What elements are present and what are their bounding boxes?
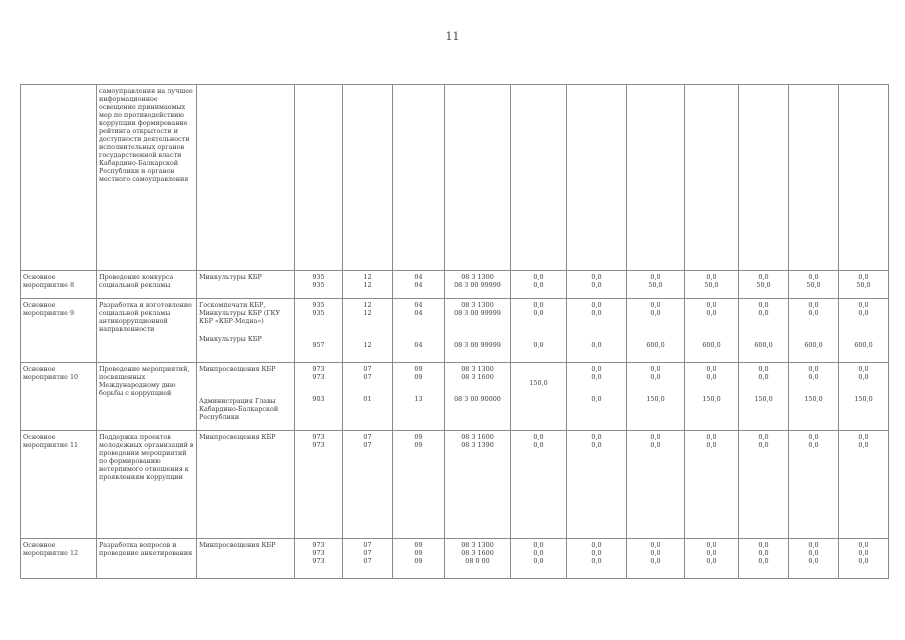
grbs-cell: 973 973 903 <box>295 363 343 431</box>
value-cell: 0,0 0,0 150,0 <box>685 363 739 431</box>
row-description: Разработка и изготовление социальной рекламы антикоррупционной направленности <box>97 299 197 363</box>
value-cell: 0,0 50,0 <box>789 271 839 299</box>
row-label <box>21 85 97 271</box>
table-row <box>21 431 889 539</box>
table-row <box>21 85 889 271</box>
pr-cell: 09 09 09 <box>393 539 445 579</box>
value-cell: 0,0 0,0 0,0 <box>627 539 685 579</box>
value-cell: 0,0 0,0 <box>685 431 739 539</box>
value-cell: 0,0 0,0 0,0 <box>511 299 567 363</box>
pr-cell: 04 04 <box>393 271 445 299</box>
row-label: Основное мероприятие 11 <box>21 431 97 539</box>
csr-cell: 08 3 1300 08 3 00 99999 <box>445 271 511 299</box>
row-label: Основное мероприятие 8 <box>21 271 97 299</box>
value-cell: 0,0 0,0 600,0 <box>739 299 789 363</box>
value-cell: 0,0 0,0 <box>567 271 627 299</box>
row-executor: Госкомпечати КБР, Минкультуры КБР (ГКУ КБР «КБР-Медиа») Минкультуры КБР <box>197 299 295 363</box>
row-label: Основное мероприятие 12 <box>21 539 97 579</box>
csr-cell: 08 3 1300 08 3 1600 08 3 00 90000 <box>445 363 511 431</box>
value-cell: 0,0 0,0 0,0 <box>789 539 839 579</box>
row-description: Поддержка проектов молодежных организаций в проведении мероприятий по формированию нетерпимого отношения к проявлениям коррупции <box>97 431 197 539</box>
rz-cell: 07 07 07 <box>343 539 393 579</box>
grbs-cell: 935 935 <box>295 271 343 299</box>
value-cell: 0,0 50,0 <box>627 271 685 299</box>
grbs-cell: 973 973 <box>295 431 343 539</box>
rz-cell: 07 07 <box>343 431 393 539</box>
row-label: Основное мероприятие 10 <box>21 363 97 431</box>
value-cell: 0,0 0,0 150,0 <box>739 363 789 431</box>
csr-cell: 08 3 1300 08 3 00 99999 08 3 00 99999 <box>445 299 511 363</box>
row-description: Проведение мероприятий, посвященных Международному дню борьбы с коррупцией <box>97 363 197 431</box>
value-cell: 0,0 50,0 <box>685 271 739 299</box>
pr-cell: 09 09 <box>393 431 445 539</box>
value-cell: 0,0 0,0 600,0 <box>685 299 739 363</box>
value-cell: 150,0 <box>511 363 567 431</box>
budget-table <box>20 84 889 579</box>
table-row <box>21 299 889 363</box>
value-cell: 0,0 50,0 <box>739 271 789 299</box>
value-cell: 0,0 0,0 <box>839 431 889 539</box>
csr-cell: 08 3 1600 08 3 1390 <box>445 431 511 539</box>
value-cell: 0,0 0,0 0,0 <box>739 539 789 579</box>
value-cell: 0,0 0,0 <box>511 431 567 539</box>
value-cell: 0,0 0,0 <box>511 271 567 299</box>
table-row <box>21 363 889 431</box>
value-cell: 0,0 50,0 <box>839 271 889 299</box>
value-cell: 0,0 0,0 <box>627 431 685 539</box>
value-cell: 0,0 0,0 600,0 <box>839 299 889 363</box>
value-cell: 0,0 0,0 0,0 <box>567 299 627 363</box>
value-cell: 0,0 0,0 150,0 <box>789 363 839 431</box>
row-description: Разработка вопросов и проведение анкетирования <box>97 539 197 579</box>
rz-cell: 12 12 <box>343 271 393 299</box>
grbs-cell: 973 973 973 <box>295 539 343 579</box>
row-executor: Минкультуры КБР <box>197 271 295 299</box>
row-executor: Минпросвещения КБР <box>197 431 295 539</box>
page-number: 11 <box>445 30 460 43</box>
value-cell: 0,0 0,0 0,0 <box>567 539 627 579</box>
row-executor: Минпросвещения КБР <box>197 539 295 579</box>
value-cell: 0,0 0,0 600,0 <box>789 299 839 363</box>
value-cell: 0,0 0,0 <box>789 431 839 539</box>
row-description: самоуправления на лучшее информационное освещение принимаемых мер по противодействию коррупции формирование рейтинга открытости и доступности деятельности исполнительных органов государственной власти Кабардино-Балкарской Республики и органов местного самоуправления <box>97 85 197 271</box>
value-cell: 0,0 0,0 600,0 <box>627 299 685 363</box>
value-cell: 0,0 0,0 0,0 <box>685 539 739 579</box>
value-cell: 0,0 0,0 150,0 <box>839 363 889 431</box>
rz-cell: 07 07 01 <box>343 363 393 431</box>
pr-cell: 09 09 13 <box>393 363 445 431</box>
value-cell: 0,0 0,0 <box>739 431 789 539</box>
pr-cell: 04 04 04 <box>393 299 445 363</box>
value-cell: 0,0 0,0 0,0 <box>839 539 889 579</box>
rz-cell: 12 12 12 <box>343 299 393 363</box>
value-cell: 0,0 0,0 <box>567 431 627 539</box>
value-cell: 0,0 0,0 0,0 <box>511 539 567 579</box>
row-label: Основное мероприятие 9 <box>21 299 97 363</box>
value-cell: 0,0 0,0 150,0 <box>627 363 685 431</box>
row-executor: Минпросвещения КБР Администрация Главы Кабардино-Балкарской Республики <box>197 363 295 431</box>
table-row <box>21 271 889 299</box>
csr-cell: 08 3 1300 08 3 1600 08 0 00 <box>445 539 511 579</box>
table-row <box>21 539 889 579</box>
grbs-cell: 935 935 957 <box>295 299 343 363</box>
row-description: Проведение конкурса социальной рекламы <box>97 271 197 299</box>
value-cell: 0,0 0,0 0,0 <box>567 363 627 431</box>
